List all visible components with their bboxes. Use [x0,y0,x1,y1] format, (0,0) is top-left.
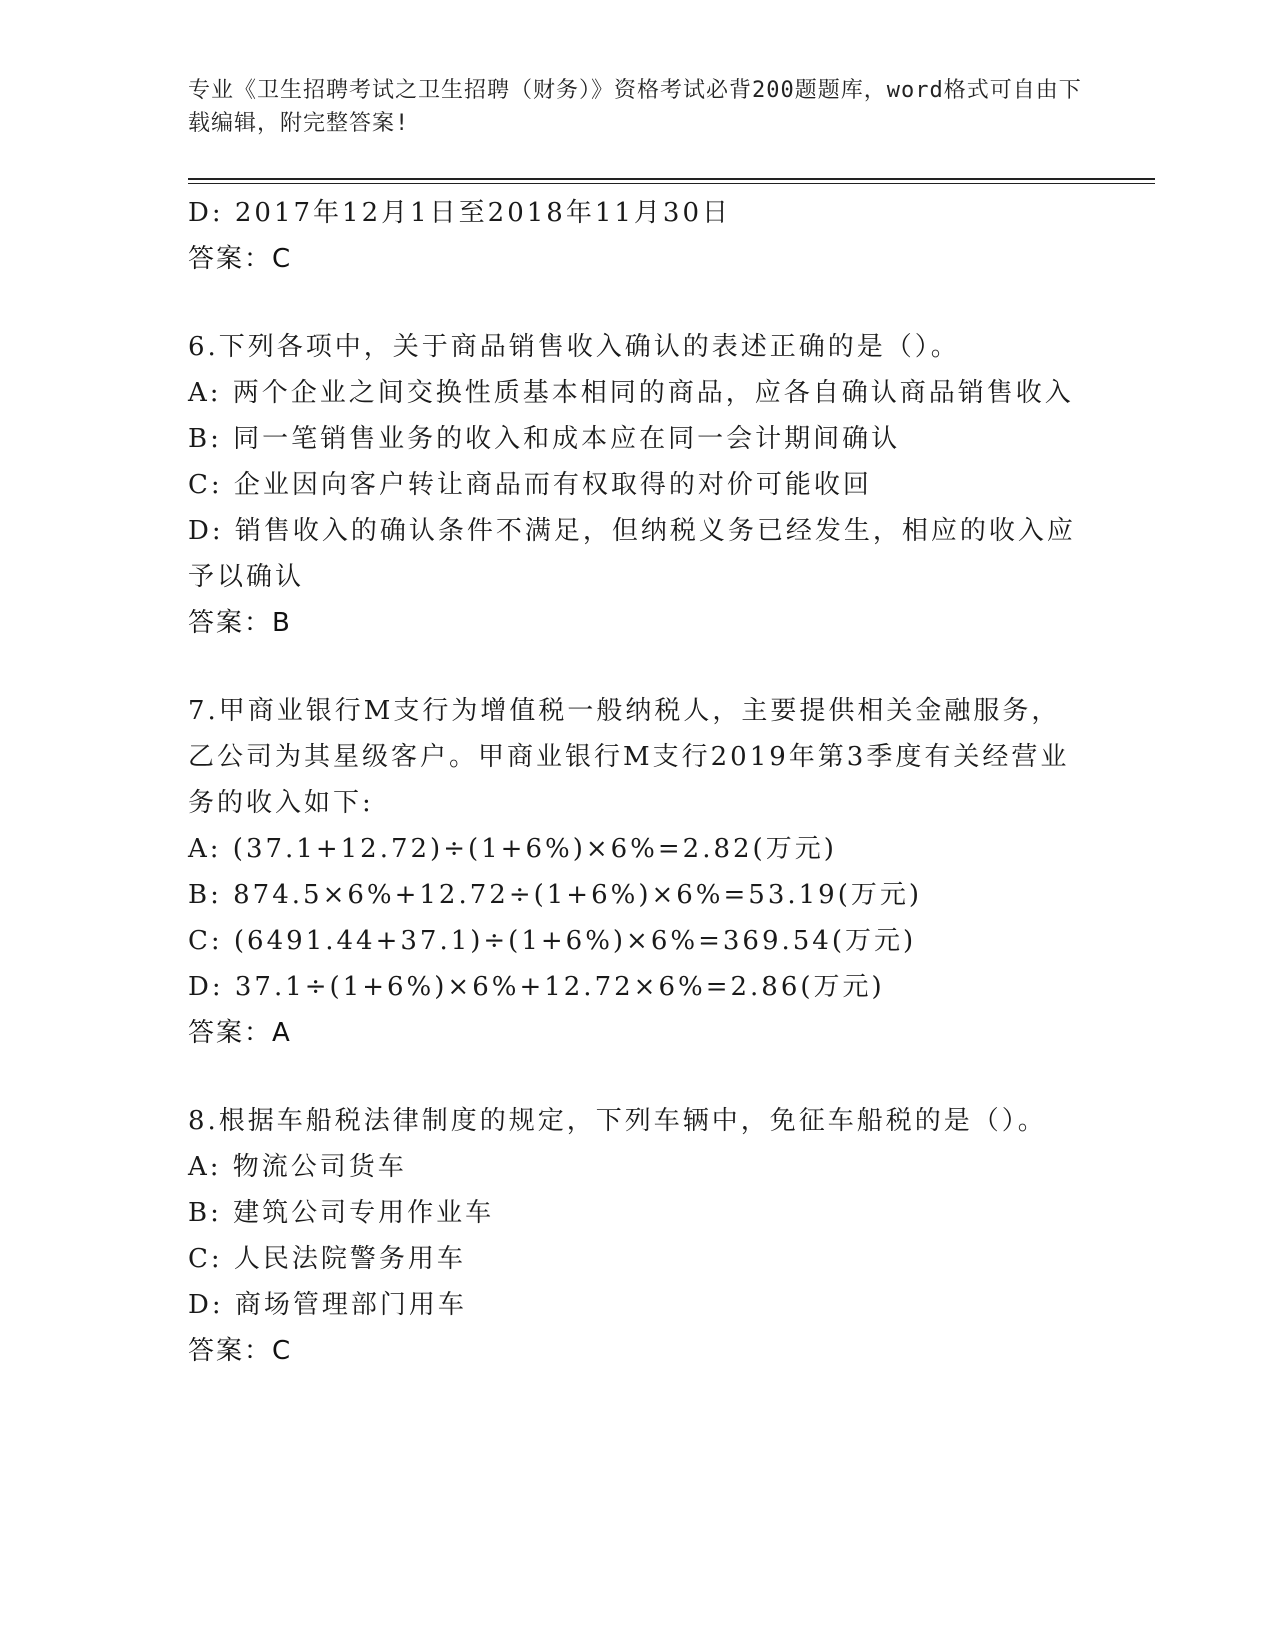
header-divider [188,178,1155,180]
question-block-6 [188,324,1088,646]
option-a: A: (37.1+12.72)÷(1+6%)×6%=2.82(万元) [188,834,837,864]
question-stem-continued: 乙公司为其星级客户。甲商业银行M支行2019年第3季度有关经营业 [188,742,1070,772]
option-b: B: 874.5×6%+12.72÷(1+6%)×6%=53.19(万元) [188,880,922,910]
question-block-5 [188,190,1088,282]
option-d: D: 商场管理部门用车 [188,1290,467,1320]
option-d: D: 销售收入的确认条件不满足，但纳税义务已经发生，相应的收入应 [188,516,1076,546]
answer-label: 答案：B [188,608,292,638]
option-d: D: 2017年12月1日至2018年11月30日 [188,198,732,228]
header-divider-thin [188,183,1155,184]
page-header: 专业《卫生招聘考试之卫生招聘（财务）》资格考试必背200题题库，word格式可自由下载编辑，附完整答案! [188,78,1082,136]
option-c: C: (6491.44+37.1)÷(1+6%)×6%=369.54(万元) [188,926,917,956]
option-d-continued: 予以确认 [188,562,305,592]
question-block-8 [188,1098,1088,1374]
answer-label: 答案：C [188,1336,293,1366]
answer-label: 答案：A [188,1018,292,1048]
option-a: A: 物流公司货车 [188,1152,407,1182]
option-b: B: 建筑公司专用作业车 [188,1198,495,1228]
question-content [188,190,1088,1374]
question-stem: 7.甲商业银行M支行为增值税一般纳税人，主要提供相关金融服务， [188,696,1061,726]
question-stem: 6.下列各项中，关于商品销售收入确认的表述正确的是（）。 [188,332,960,362]
question-block-7 [188,688,1088,1056]
answer-label: 答案：C [188,244,293,274]
option-b: B: 同一笔销售业务的收入和成本应在同一会计期间确认 [188,424,901,454]
question-stem: 8.根据车船税法律制度的规定，下列车辆中，免征车船税的是（）。 [188,1106,1047,1136]
option-c: C: 人民法院警务用车 [188,1244,466,1274]
option-d: D: 37.1÷(1+6%)×6%+12.72×6%=2.86(万元) [188,972,885,1002]
option-c: C: 企业因向客户转让商品而有权取得的对价可能收回 [188,470,872,500]
question-stem-continued: 务的收入如下: [188,788,374,818]
option-a: A: 两个企业之间交换性质基本相同的商品，应各自确认商品销售收入 [188,378,1074,408]
